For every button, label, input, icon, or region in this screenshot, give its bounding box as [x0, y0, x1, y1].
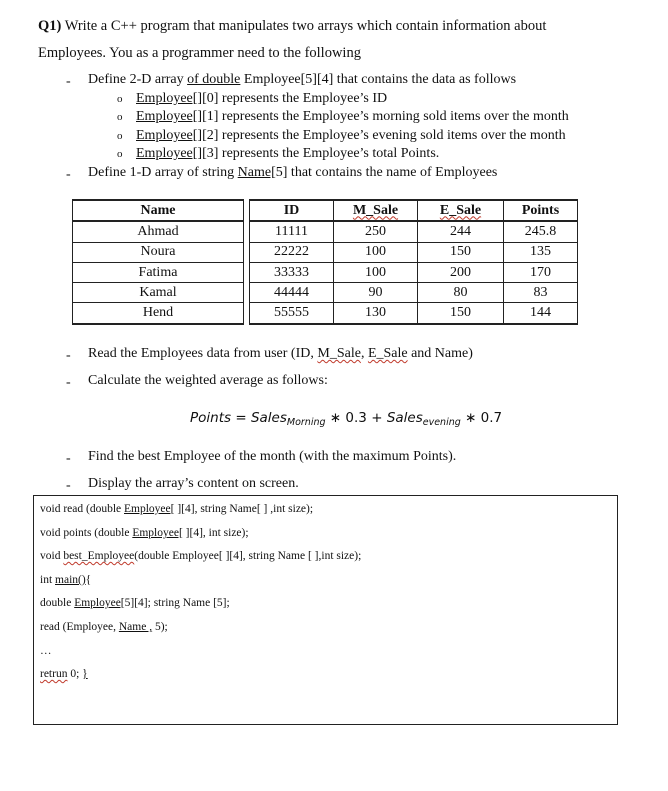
code-line-return: retrun 0; } [40, 668, 88, 680]
dash-bullet: - [66, 451, 71, 466]
step-find: Find the best Employee of the month (with the maximum Points). [88, 449, 457, 464]
cell-m-sale: 90 [334, 283, 418, 303]
question-line-1 [38, 18, 546, 35]
table-row [73, 221, 578, 242]
sub-bullet-3: Employee[][3] represents the Employee’s total Points. [136, 146, 440, 161]
code-line-main: int main(){ [40, 574, 92, 586]
header-points: Points [504, 200, 578, 221]
question-number: Q1) [38, 18, 62, 34]
bullet-define-2d: Define 2-D array of double Employee[5][4] that contains the data as follows [88, 72, 517, 87]
cell-m-sale: 130 [334, 303, 418, 324]
circle-bullet: o [117, 111, 123, 123]
question-text-1: Write a C++ program that manipulates two arrays which contain information about [64, 18, 547, 34]
table-row [73, 262, 578, 282]
table-row [73, 242, 578, 262]
cell-m-sale: 100 [334, 262, 418, 282]
dash-bullet: - [66, 478, 71, 493]
cell-e-sale: 150 [418, 303, 504, 324]
header-name: Name [73, 200, 244, 221]
cell-m-sale: 100 [334, 242, 418, 262]
header-id: ID [250, 200, 334, 221]
cell-name: Hend [73, 303, 244, 324]
dash-bullet: - [66, 167, 71, 182]
cell-e-sale: 244 [418, 221, 504, 242]
cell-id: 22222 [250, 242, 334, 262]
cell-name: Fatima [73, 262, 244, 282]
cell-points: 83 [504, 283, 578, 303]
employee-table [72, 199, 578, 325]
step-display: Display the array’s content on screen. [88, 476, 299, 491]
code-line-best: void best_Employee(double Employee[ ][4], string Name [ ],int size); [40, 550, 362, 562]
cell-id: 11111 [250, 221, 334, 242]
cell-id: 55555 [250, 303, 334, 324]
bullet-define-1d: Define 1-D array of string Name[5] that contains the name of Employees [88, 165, 498, 180]
cell-name: Kamal [73, 283, 244, 303]
cell-e-sale: 150 [418, 242, 504, 262]
cell-m-sale: 250 [334, 221, 418, 242]
dash-bullet: - [66, 348, 71, 363]
table-row [73, 303, 578, 324]
code-line-read: void read (double Employee[ ][4], string Name[ ] ,int size); [40, 503, 314, 515]
cell-id: 33333 [250, 262, 334, 282]
question-line-2: Employees. You as a programmer need to the following [38, 45, 361, 61]
code-line-call: read (Employee, Name , 5); [40, 621, 168, 633]
step-calc: Calculate the weighted average as follows: [88, 373, 328, 388]
circle-bullet: o [117, 130, 123, 142]
cell-points: 135 [504, 242, 578, 262]
circle-bullet: o [117, 93, 123, 105]
code-line-points: void points (double Employee[ ][4], int size); [40, 527, 249, 539]
sub-bullet-2: Employee[][2] represents the Employee’s evening sold items over the month [136, 128, 566, 143]
header-e-sale: E_Sale [418, 200, 504, 221]
cell-id: 44444 [250, 283, 334, 303]
sub-bullet-1: Employee[][1] represents the Employee’s morning sold items over the month [136, 109, 569, 124]
cell-points: 170 [504, 262, 578, 282]
sub-bullet-0: Employee[][0] represents the Employee’s ID [136, 91, 388, 106]
dash-bullet: - [66, 74, 71, 89]
code-box [33, 495, 618, 725]
cell-name: Ahmad [73, 221, 244, 242]
dash-bullet: - [66, 375, 71, 390]
cell-e-sale: 80 [418, 283, 504, 303]
header-m-sale: M_Sale [334, 200, 418, 221]
cell-e-sale: 200 [418, 262, 504, 282]
step-read: Read the Employees data from user (ID, M_Sale, E_Sale and Name) [88, 346, 473, 361]
cell-points: 245.8 [504, 221, 578, 242]
circle-bullet: o [117, 148, 123, 160]
cell-points: 144 [504, 303, 578, 324]
code-line-ellipsis: … [40, 645, 52, 657]
table-header-row [73, 200, 578, 221]
points-formula: Points = Sales$_{Morning}$ ∗ 0.3 + Sales$_{evening}$ ∗ 0.7 [190, 410, 503, 428]
code-line-decl: double Employee[5][4]; string Name [5]; [40, 597, 230, 609]
cell-name: Noura [73, 242, 244, 262]
table-row [73, 283, 578, 303]
